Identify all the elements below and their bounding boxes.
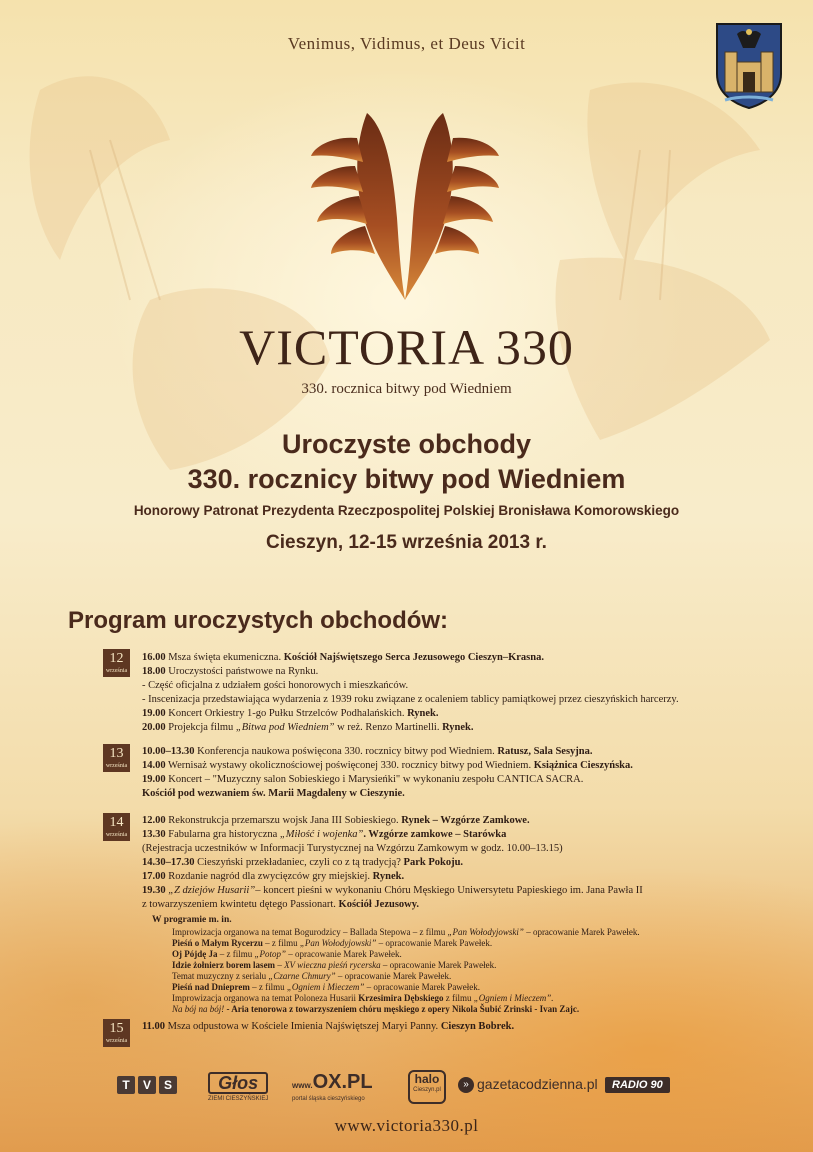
tvs-logo: T V S [117,1076,180,1094]
oxpl-logo: www.OX.PL portal śląska cieszyńskiego [292,1071,373,1102]
heading-line-1: Uroczyste obchody [281,429,532,459]
halo-cieszyn-logo: halo Cieszyn.pl [408,1070,446,1104]
event-title: VICTORIA 330 [239,319,574,375]
program-line: 14.00 Wernisaż wystawy okolicznościowej poświęconej 330. rocznicy bitwy pod Wiedniem. Książnica Cieszyńska. [142,760,633,771]
repertoire-line: Improwizacja organowa na temat Bogurodzicy – Ballada Stepowa – z filmu „Pan Wołodyjowski” – opracowanie Marek Pawełek. [172,927,640,937]
hussar-wings-icon [305,108,505,303]
program-line: 14.30–17.30 Cieszyński przekładaniec, czyli co z tą tradycją? Park Pokoju. [142,857,464,868]
program-line: 20.00 Projekcja filmu „Bitwa pod Wiedniem” w reż. Renzo Martinelli. Rynek. [142,722,474,733]
program-line: 18.00 Uroczystości państwowe na Rynku. [142,666,319,677]
event-subtitle: 330. rocznica bitwy pod Wiedniem [301,381,512,397]
day-badge [103,649,130,677]
program-line: 11.00 Msza odpustowa w Kościele Imienia Najświętszej Maryi Panny. Cieszyn Bobrek. [142,1021,515,1032]
event-dates: Cieszyn, 12-15 września 2013 r. [266,532,547,553]
program-line: 19.00 Koncert Orkiestry 1-go Pułku Strzelców Podhalańskich. Rynek. [142,708,439,719]
day-badge [103,813,130,841]
play-icon: » [458,1077,474,1093]
program-line: 19.30 „Z dziejów Husarii”– koncert pieśni w wykonaniu Chóru Męskiego Uniwersytetu Papieskiego im. Jana Pawła II [142,885,643,896]
website-link[interactable]: www.victoria330.pl [334,1116,479,1135]
repertoire-line: Temat muzyczny z serialu „Czarne Chmury” – opracowanie Marek Pawełek. [172,971,452,981]
day-month: września [105,1038,128,1044]
program-line: 19.00 Koncert – "Muzyczny salon Sobieskiego i Marysieńki" w wykonaniu zespołu CANTICA SACRA. [142,774,584,785]
day-badge [103,744,130,772]
program-line: (Rejestracja uczestników w Informacji Turystycznej na Wzgórzu Zamkowym w godz. 10.00–13.15) [142,843,563,854]
heading-line-2: 330. rocznicy bitwy pod Wiedniem [187,464,626,494]
program-line: 10.00–13.30 Konferencja naukowa poświęcona 330. rocznicy bitwy pod Wiedniem. Ratusz, Sala Sesyjna. [142,746,593,757]
program-line: 13.30 Fabularna gra historyczna „Miłość i wojenka”. Wzgórze zamkowe – Starówka [142,829,507,840]
day-number: 14 [109,815,124,830]
repertoire-line: Na bój na bój! - Aria tenorowa z towarzyszeniem chóru męskiego z opery Nikola Šubić Zrinski - Ivan Zajc. [172,1004,580,1014]
repertoire-line: Idzie żołnierz borem lasem – XV wieczna pieśń rycerska – opracowanie Marek Pawełek. [172,960,497,970]
program-line: 12.00 Rekonstrukcja przemarszu wojsk Jana III Sobieskiego. Rynek – Wzgórze Zamkowe. [142,815,530,826]
day-badge [103,1019,130,1047]
program-line: - Inscenizacja przedstawiająca wydarzenia z 1939 roku związane z ocaleniem tablicy pamiątkowej przez cieszyńskich harcerzy. [142,694,679,705]
repertoire-line: Improwizacja organowa na temat Poloneza Husarii Krzesimira Dębskiego z filmu „Ogniem i Mieczem”. [172,993,554,1003]
day-month: września [105,668,128,674]
sponsor-logos [0,1068,813,1104]
repertoire-line: Oj Pójdę Ja – z filmu „Potop” – opracowanie Marek Pawełek. [172,949,402,959]
program-line: z towarzyszeniem kwintetu dętego Passionart. Kościół Jezusowy. [142,899,420,910]
day-month: września [105,763,128,769]
program-line: - Część oficjalna z udziałem gości honorowych i mieszkańców. [142,680,409,691]
program-title: Program uroczystych obchodów: [68,607,449,634]
repertoire-heading: W programie m. in. [152,915,232,925]
radio-90-logo: RADIO 90 [605,1077,670,1093]
repertoire-line: Pieśń o Małym Rycerzu – z filmu „Pan Wołodyjowski” – opracowanie Marek Pawełek. [172,938,493,948]
program-line: 17.00 Rozdanie nagród dla zwycięzców gry miejskiej. Rynek. [142,871,405,882]
castle-crest-icon [715,22,783,110]
motto: Venimus, Vidimus, et Deus Vicit [287,34,526,53]
patronage: Honorowy Patronat Prezydenta Rzeczpospolitej Polskiej Bronisława Komorowskiego [133,503,680,518]
day-number: 12 [109,651,124,666]
day-number: 15 [109,1021,124,1036]
day-number: 13 [109,746,124,761]
gazeta-codzienna-logo: » gazetacodzienna.pl [458,1076,598,1093]
repertoire-line: Pieśń nad Dnieprem – z filmu „Ogniem i Mieczem” – opracowanie Marek Pawełek. [172,982,481,992]
glos-logo: Głos ZIEMI CIESZYŃSKIEJ [208,1073,269,1102]
program-line: 16.00 Msza święta ekumeniczna. Kościół Najświętszego Serca Jezusowego Cieszyn–Krasna. [142,652,544,663]
day-month: września [105,832,128,838]
program-line: Kościół pod wezwaniem św. Marii Magdaleny w Cieszynie. [142,788,405,799]
